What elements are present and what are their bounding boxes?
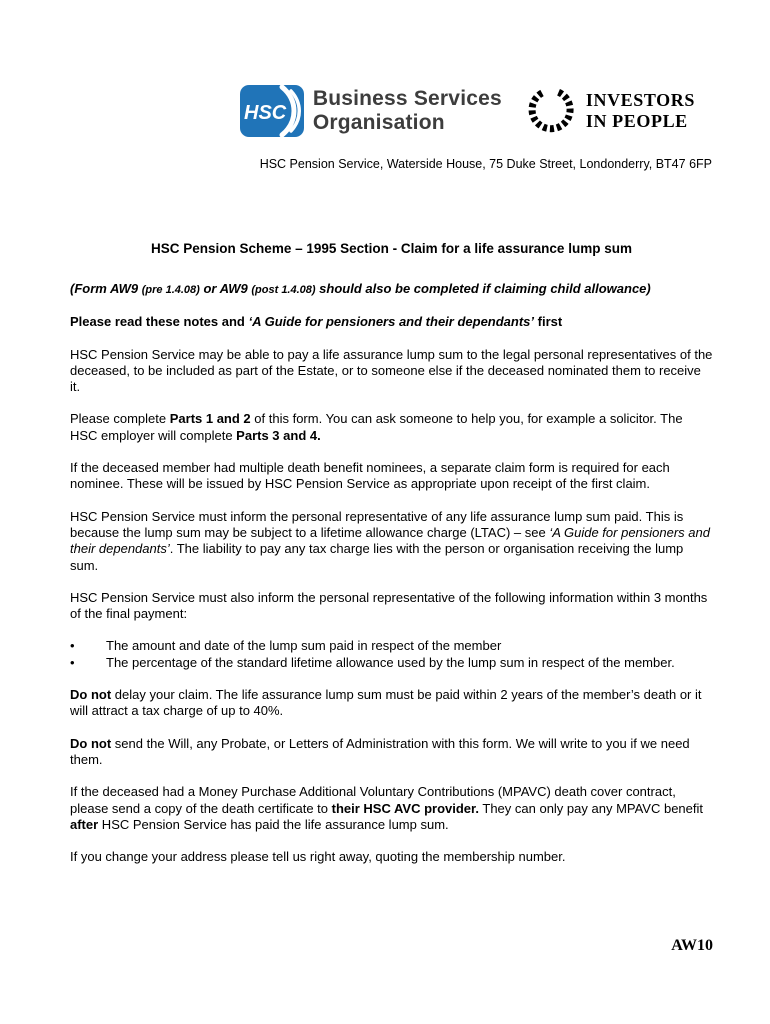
will-seg-b: send the Will, any Probate, or Letters of Administration with this form. We will write to you if we need them. <box>70 735 690 767</box>
complete-seg-c: of this form. You can ask someone to help you, for example a solicitor. The HSC employer will complete <box>70 411 683 443</box>
hsc-logo-icon <box>240 85 304 137</box>
document-content <box>0 240 770 865</box>
list-item <box>70 655 713 671</box>
mpavc-provider: their HSC AVC provider. <box>331 800 479 816</box>
hsc-logo-text: HSC <box>243 102 287 124</box>
bullet-text: The amount and date of the lump sum paid in respect of the member <box>106 638 502 654</box>
read-note-seg-a: Please read these notes and <box>70 314 249 330</box>
paragraph-intro: HSC Pension Service may be able to pay a life assurance lump sum to the legal personal representatives of the deceased, to be included as part of the Estate, or to someone else if the deceased nominated them to receive it. <box>70 346 713 395</box>
read-note-seg-c: first <box>534 314 563 330</box>
bullet-icon: • <box>70 654 75 670</box>
subtitle-seg-c: or AW9 <box>199 281 252 296</box>
inform-guide-title: ‘A Guide for pensioners and their dependants’ <box>70 524 710 557</box>
subtitle-seg-e: should also be completed if claiming child allowance) <box>315 281 651 296</box>
organisation-name-line2: Organisation <box>312 111 445 134</box>
paragraph-complete <box>70 411 713 444</box>
inform-seg-c: . The liability to pay any tax charge lies with the person or organisation receiving the lump sum. <box>70 541 684 573</box>
bullet-text: The percentage of the standard lifetime allowance used by the lump sum in respect of the member. <box>106 654 675 670</box>
subtitle-seg-d: (post 1.4.08) <box>251 284 316 296</box>
form-code: AW10 <box>671 937 713 955</box>
paragraph-subtitle <box>70 281 713 298</box>
mpavc-seg-e: HSC Pension Service has paid the life assurance lump sum. <box>98 816 449 832</box>
investors-in-people-wordmark <box>586 90 695 132</box>
bso-logo <box>240 85 502 137</box>
delay-seg-b: delay your claim. The life assurance lump sum must be paid within 2 years of the member’s death or it will attract a tax charge of up to 40%. <box>70 687 702 719</box>
investors-line1: INVESTORS <box>585 90 695 110</box>
subtitle-seg-a: (Form AW9 <box>70 281 142 296</box>
investors-line2: IN PEOPLE <box>585 111 688 131</box>
paragraph-change-address: If you change your address please tell us right away, quoting the membership number. <box>70 849 566 865</box>
paragraph-nominees: If the deceased member had multiple death benefit nominees, a separate claim form is required for each nominee. These will be issued by HSC Pension Service as appropriate upon receipt of the first claim. <box>70 460 670 492</box>
document-title: HSC Pension Scheme – 1995 Section - Claim for a life assurance lump sum <box>151 241 632 256</box>
bullet-list <box>70 638 713 671</box>
organisation-name-line1: Business Services <box>312 87 502 110</box>
paragraph-inform <box>70 509 713 574</box>
complete-seg-a: Please complete <box>70 411 170 427</box>
paragraph-read-note <box>70 314 713 330</box>
header-logos <box>0 0 770 137</box>
paragraph-inform-2: HSC Pension Service must also inform the personal representative of the following information within 3 months of the final payment: <box>70 589 708 622</box>
organisation-name <box>313 87 502 135</box>
list-item <box>70 638 713 654</box>
delay-do-not: Do not <box>70 687 112 703</box>
paragraph-delay <box>70 687 713 720</box>
investors-in-people-logo <box>522 86 695 136</box>
will-do-not: Do not <box>70 735 112 751</box>
address-line: HSC Pension Service, Waterside House, 75 Duke Street, Londonderry, BT47 6FP <box>259 157 712 171</box>
complete-parts-3-4: Parts 3 and 4. <box>236 427 321 443</box>
read-note-guide-title: ‘A Guide for pensioners and their dependants’ <box>248 314 535 330</box>
subtitle-seg-b: (pre 1.4.08) <box>141 284 200 296</box>
laurel-wreath-icon <box>522 86 576 136</box>
inform-seg-a: HSC Pension Service must inform the personal representative of any life assurance lump sum paid. This is because the lump sum may be subject to a lifetime allowance charge (LTAC) – see <box>70 508 684 540</box>
mpavc-seg-a: If the deceased had a Money Purchase Additional Voluntary Contributions (MPAVC) death cover contract, please send a copy of the death certificate to <box>70 784 676 816</box>
paragraph-mpavc <box>70 784 713 833</box>
complete-parts-1-2: Parts 1 and 2 <box>169 411 251 427</box>
bullet-icon: • <box>70 638 75 654</box>
mpavc-after: after <box>70 816 99 832</box>
mpavc-seg-c: They can only pay any MPAVC benefit <box>479 800 704 816</box>
paragraph-will <box>70 736 713 769</box>
